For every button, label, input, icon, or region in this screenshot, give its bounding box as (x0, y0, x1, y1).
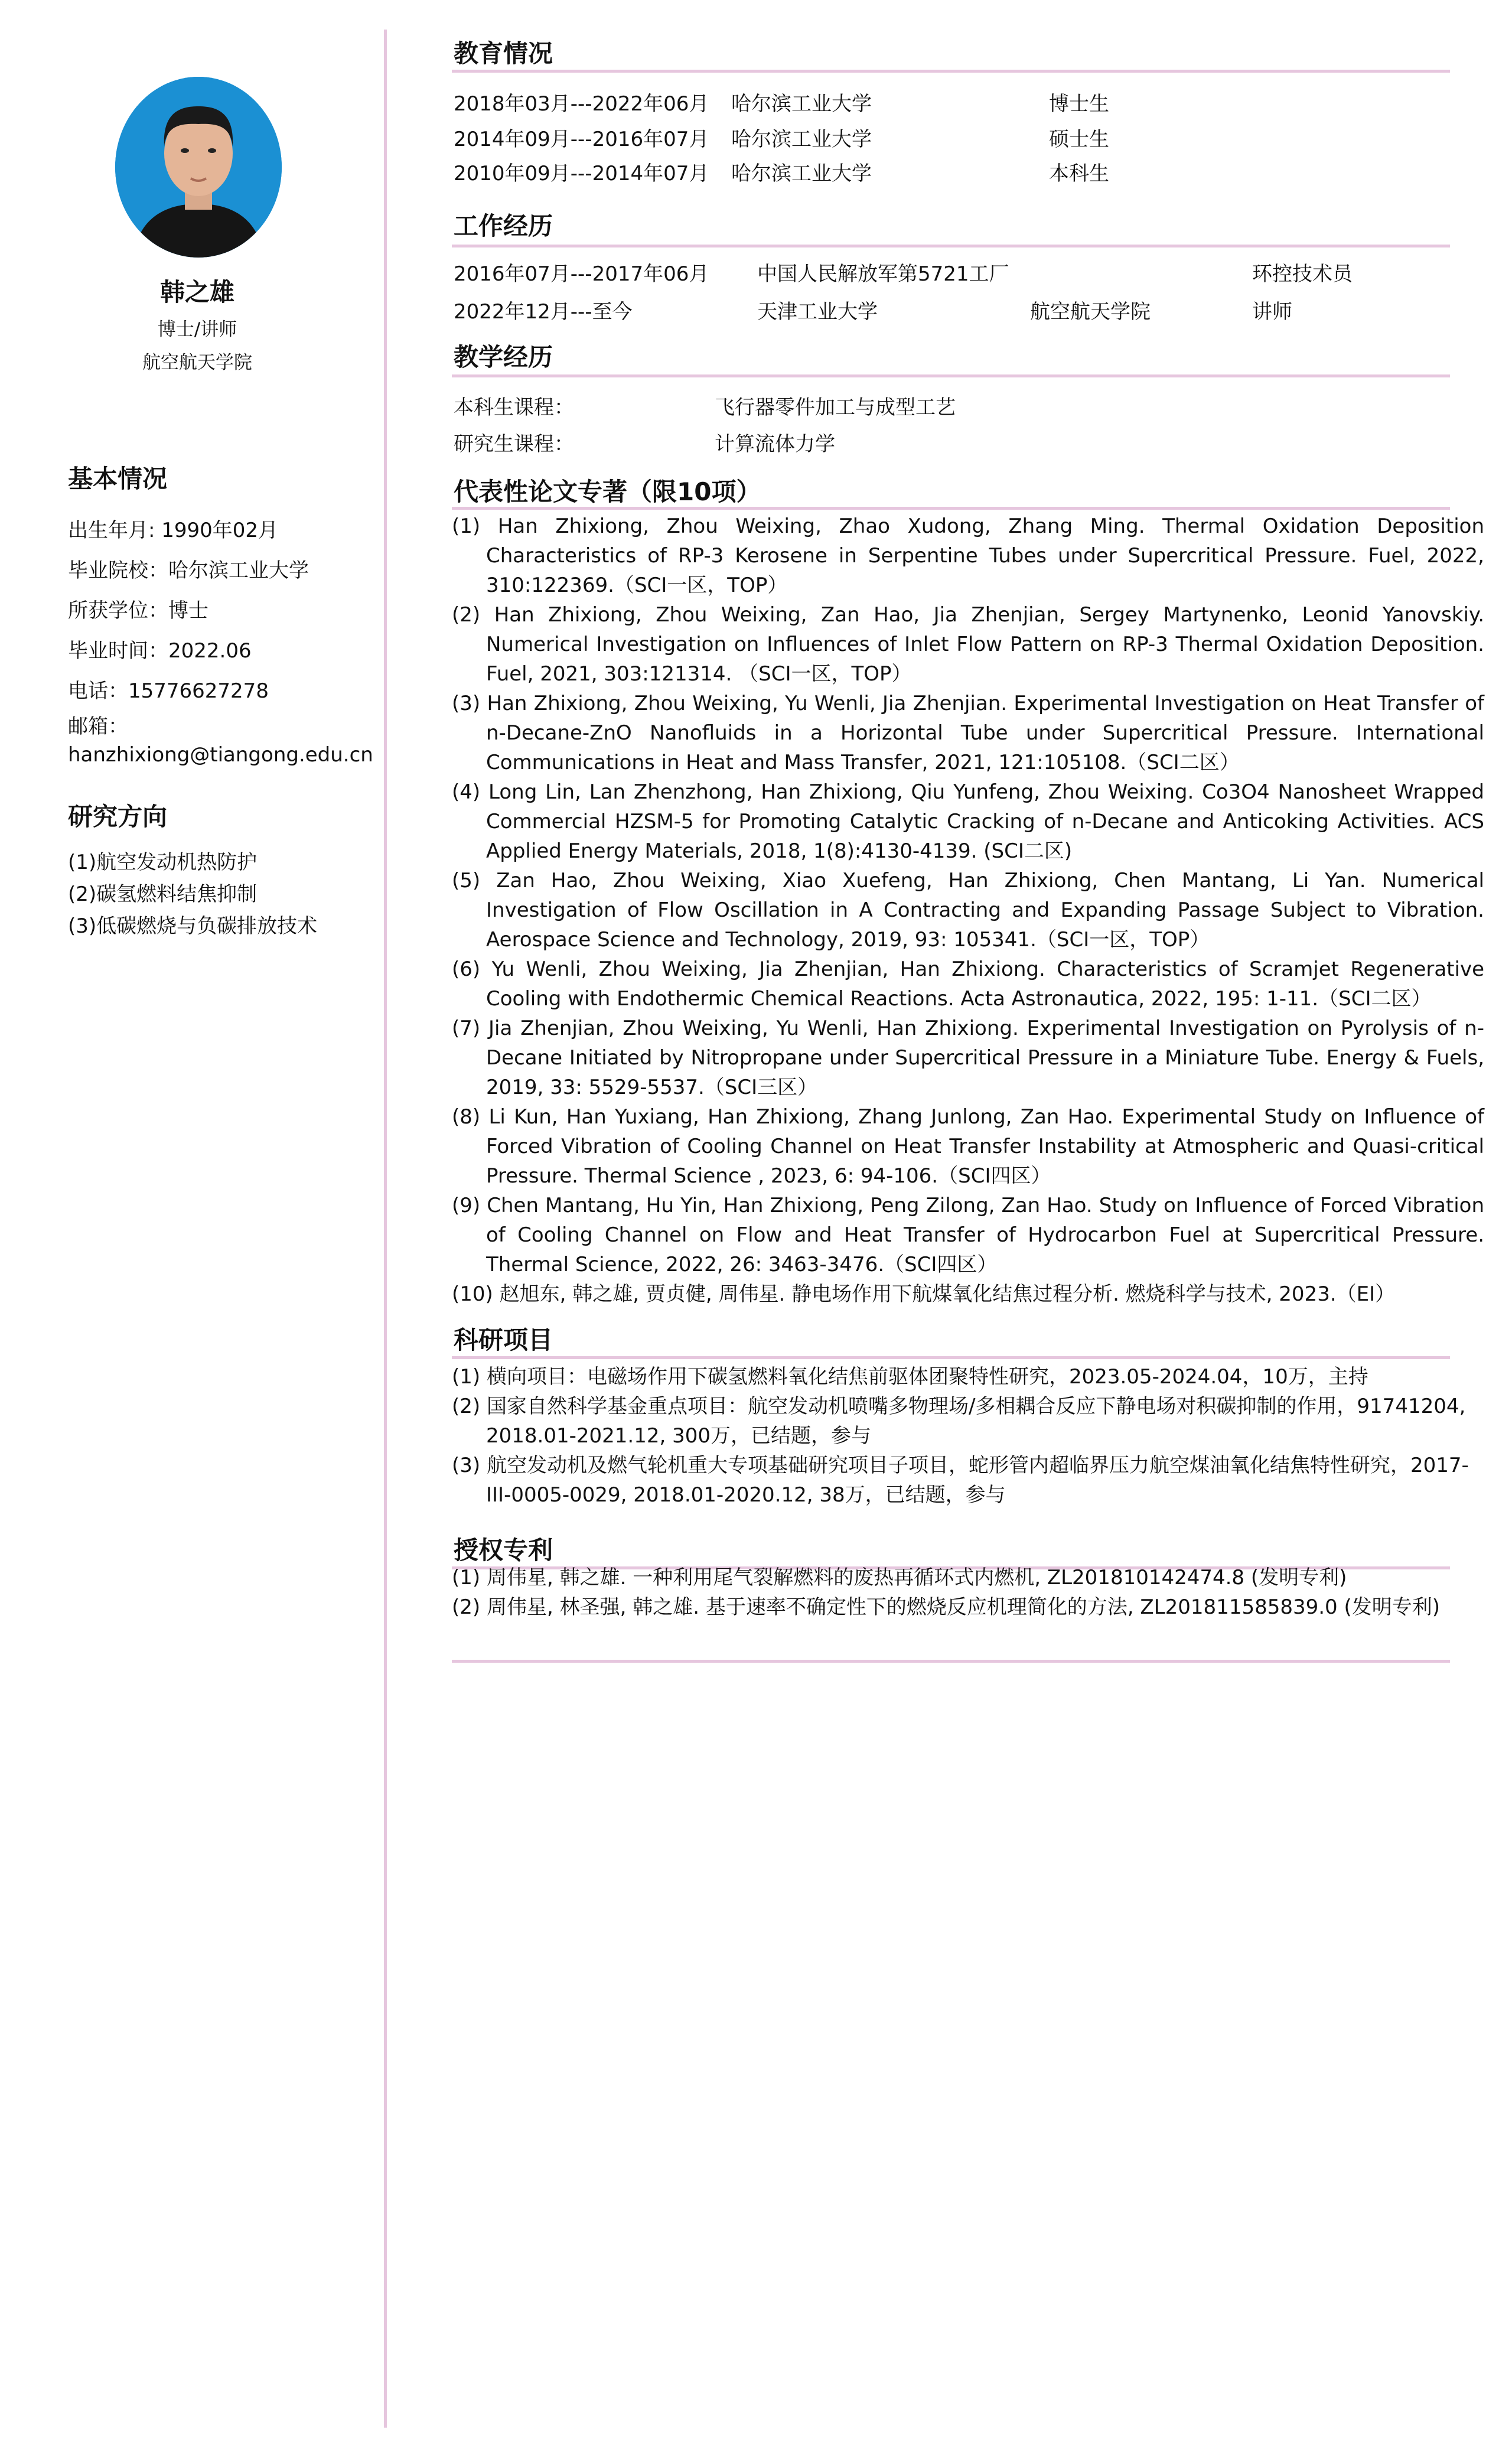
paper-item: (8) Li Kun, Han Yuxiang, Han Zhixiong, Zhang Junlong, Zan Hao. Experimental Study on Influence of Forced Vibration of Cooling Channel on Heat Transfer Instability at Atmospheric and Quasi-critical Pressure. Thermal Science , 2023, 6: 94-106.（SCI四区） (452, 1105, 1485, 1188)
paper-item: (3) Han Zhixiong, Zhou Weixing, Yu Wenli, Jia Zhenjian. Experimental Investigation on Heat Transfer of n-Decane-ZnO Nanofluids in a Horizontal Tube under Supercritical Pressure. International Communications in Heat and Mass Transfer, 2021, 121:105108.（SCI二区） (452, 692, 1484, 774)
paper-item: (5) Zan Hao, Zhou Weixing, Xiao Xuefeng, Han Zhixiong, Chen Mantang, Li Yan. Numerical Investigation of Flow Oscillation in A Contracting and Expanding Passage Subject to Vibration. Aerospace Science and Technology, 2019, 93: 105341.（SCI一区，TOP） (452, 869, 1484, 952)
basic-info-heading: 基本情况 (68, 464, 168, 493)
work-org: 天津工业大学 (757, 300, 878, 324)
graduation-time: 毕业时间：2022.06 (68, 639, 252, 663)
work-heading: 工作经历 (454, 211, 553, 240)
paper-item: (10) 赵旭东, 韩之雄, 贾贞健, 周伟星. 静电场作用下航煤氧化结焦过程分析. 燃烧科学与技术, 2023.（EI） (452, 1282, 1396, 1306)
degree: 所获学位：博士 (68, 599, 208, 623)
section-divider (452, 1356, 1450, 1359)
person-title: 博士/讲师 (157, 319, 237, 340)
education-period: 2018年03月---2022年06月 (454, 92, 709, 116)
section-divider (452, 245, 1450, 247)
graduation-school: 毕业院校：哈尔滨工业大学 (68, 559, 309, 582)
education-degree: 本科生 (1049, 162, 1109, 185)
section-divider (452, 507, 1450, 510)
paper-item: (7) Jia Zhenjian, Zhou Weixing, Yu Wenli, Han Zhixiong. Experimental Investigation on Pyrolysis of n-Decane Initiated by Nitropropane under Supercritical Pressure in a Miniature Tube. Energy & Fuels, 2019, 33: 5529-5537.（SCI三区） (452, 1017, 1484, 1099)
education-degree: 博士生 (1049, 92, 1109, 116)
project-item: (2) 国家自然科学基金重点项目：航空发动机喷嘴多物理场/多相耦合反应下静电场对积碳抑制的作用，91741204, 2018.01-2021.12, 300万，已结题，参与 (452, 1395, 1466, 1448)
work-org: 中国人民解放军第5721工厂 (757, 262, 1009, 286)
phone-number: 电话：15776627278 (68, 679, 269, 703)
education-school: 哈尔滨工业大学 (731, 162, 872, 185)
paper-item: (9) Chen Mantang, Hu Yin, Han Zhixiong, Peng Zilong, Zan Hao. Study on Influence of Forced Vibration of Cooling Channel on Flow and Heat Transfer of Hydrocarbon Fuel at Supercritical Pressure. Thermal Science, 2022, 26: 3463-3476.（SCI四区） (452, 1194, 1484, 1276)
education-school: 哈尔滨工业大学 (731, 92, 872, 116)
teaching-course: 计算流体力学 (715, 432, 835, 456)
work-period: 2022年12月---至今 (454, 300, 633, 324)
person-department: 航空航天学院 (142, 352, 252, 373)
paper-item: (4) Long Lin, Lan Zhenzhong, Han Zhixiong, Qiu Yunfeng, Zhou Weixing. Co3O4 Nanosheet Wrapped Commercial HZSM-5 for Promoting Catalytic Cracking of n-Decane and Anticoking Activities. ACS Applied Energy Materials, 2018, 1(8):4130-4139. (SCI二区) (452, 780, 1484, 863)
project-list (452, 1362, 1484, 1510)
work-role: 环控技术员 (1252, 262, 1353, 286)
patent-item: (1) 周伟星, 韩之雄. 一种利用尾气裂解燃料的废热再循环式内燃机, ZL201810142474.8 (发明专利) (452, 1566, 1347, 1589)
section-divider (452, 70, 1450, 73)
work-dept: 航空航天学院 (1030, 300, 1151, 324)
paper-list (452, 512, 1484, 1309)
avatar (115, 77, 282, 258)
research-item: (2)碳氢燃料结焦抑制 (68, 882, 258, 906)
paper-item: (6) Yu Wenli, Zhou Weixing, Jia Zhenjian, Han Zhixiong. Characteristics of Scramjet Regenerative Cooling with Endothermic Chemical Reactions. Acta Astronautica, 2022, 195: 1-11.（SCI二区） (452, 957, 1484, 1011)
research-item: (1)航空发动机热防护 (68, 851, 258, 874)
education-school: 哈尔滨工业大学 (731, 128, 872, 151)
person-photo-icon (115, 77, 282, 258)
papers-heading: 代表性论文专著（限10项） (454, 477, 761, 506)
work-period: 2016年07月---2017年06月 (454, 262, 709, 286)
section-divider (452, 1660, 1450, 1663)
birth-date: 出生年月: 1990年02月 (68, 519, 279, 542)
research-heading: 研究方向 (68, 802, 168, 831)
work-role: 讲师 (1252, 300, 1292, 324)
education-degree: 硕士生 (1049, 128, 1109, 151)
email-address: hanzhixiong@tiangong.edu.cn (68, 743, 373, 767)
education-period: 2010年09月---2014年07月 (454, 162, 709, 185)
patent-item: (2) 周伟星, 林圣强, 韩之雄. 基于速率不确定性下的燃烧反应机理简化的方法, ZL201811585839.0 (发明专利) (452, 1595, 1441, 1619)
patent-list (452, 1563, 1484, 1622)
teaching-course: 飞行器零件加工与成型工艺 (715, 396, 956, 419)
teaching-heading: 教学经历 (454, 343, 553, 372)
paper-item: (1) Han Zhixiong, Zhou Weixing, Zhao Xudong, Zhang Ming. Thermal Oxidation Deposition Characteristics of RP-3 Kerosene in Serpentine Tubes under Supercritical Pressure. Fuel, 2022, 310:122369.（SCI一区，TOP） (452, 514, 1485, 597)
projects-heading: 科研项目 (454, 1325, 553, 1354)
section-divider (452, 374, 1450, 377)
person-name: 韩之雄 (159, 278, 234, 307)
column-divider (384, 30, 387, 2428)
research-item: (3)低碳燃烧与负碳排放技术 (68, 914, 318, 938)
email-label: 邮箱： (68, 715, 128, 738)
project-item: (3) 航空发动机及燃气轮机重大专项基础研究项目子项目，蛇形管内超临界压力航空煤油氧化结焦特性研究，2017-III-0005-0029, 2018.01-2020.12, 38万，已结题，参与 (452, 1454, 1469, 1507)
patents-heading: 授权专利 (454, 1536, 553, 1565)
education-heading: 教育情况 (454, 39, 553, 68)
teaching-label: 研究生课程： (454, 432, 574, 456)
paper-item: (2) Han Zhixiong, Zhou Weixing, Zan Hao, Jia Zhenjian, Sergey Martynenko, Leonid Yanovskiy. Numerical Investigation on Influences of Inlet Flow Pattern on RP-3 Thermal Oxidation Deposition. Fuel, 2021, 303:121314. （SCI一区，TOP） (452, 603, 1484, 686)
teaching-label: 本科生课程： (454, 396, 574, 419)
education-period: 2014年09月---2016年07月 (454, 128, 709, 151)
project-item: (1) 横向项目：电磁场作用下碳氢燃料氧化结焦前驱体团聚特性研究，2023.05-2024.04，10万，主持 (452, 1365, 1368, 1389)
